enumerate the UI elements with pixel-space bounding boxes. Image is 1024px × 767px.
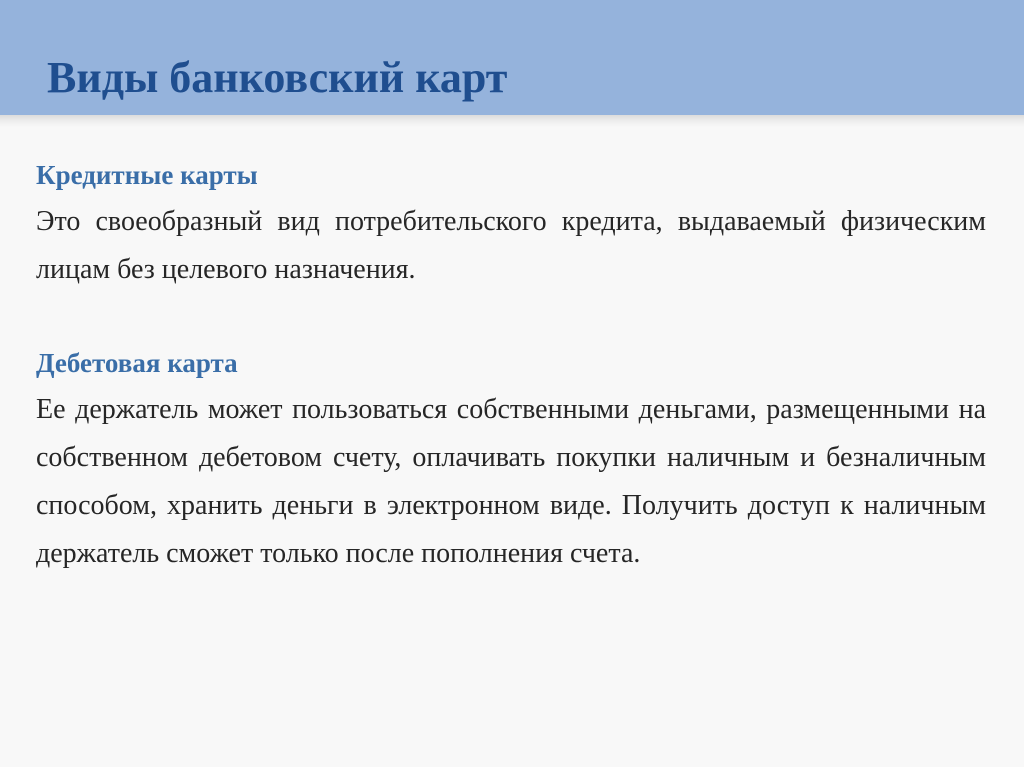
section-text: Ее держатель может пользоваться собственными деньгами, размещенными на собственном дебетовом счету, оплачивать покупки наличным и безналичным способом, хранить деньги в электронном виде. Получить доступ к наличным держатель сможет только после пополнения счета. [36, 394, 986, 569]
section-debit-card [36, 340, 986, 578]
section-heading: Кредитные карты [36, 160, 258, 190]
section-credit-cards [36, 152, 986, 294]
slide-content [36, 152, 986, 578]
section-text: Это своеобразный вид потребительского кредита, выдаваемый физическим лицам без целевого назначения. [36, 206, 986, 285]
section-heading: Дебетовая карта [36, 348, 238, 378]
slide-title: Виды банковский карт [47, 53, 508, 102]
title-bar-shadow [0, 115, 1024, 127]
